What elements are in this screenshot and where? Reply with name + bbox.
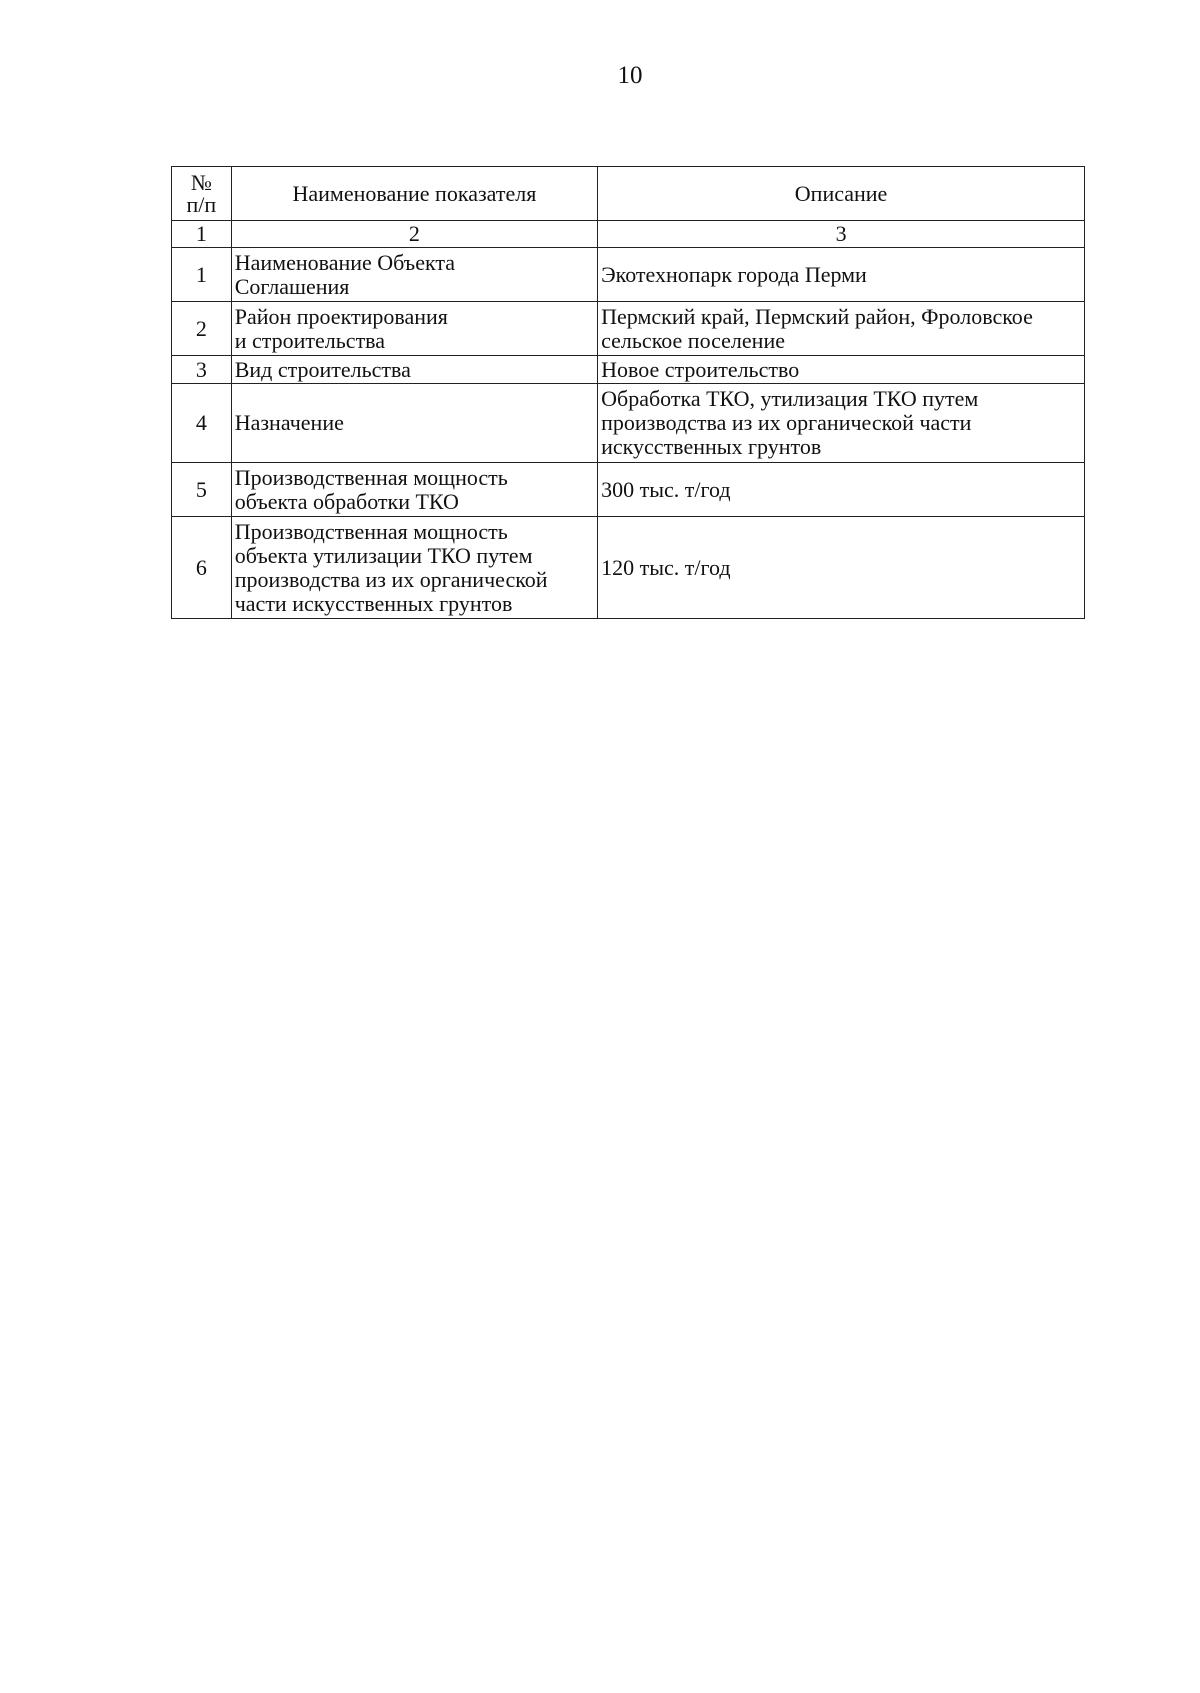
specification-table bbox=[171, 166, 1085, 619]
indicator-name: Производственная мощность объекта утилизации ТКО путем производства из их органической части искусственных грунтов bbox=[231, 517, 597, 619]
row-number: 6 bbox=[172, 517, 232, 619]
row-number: 3 bbox=[172, 356, 232, 384]
table-row bbox=[172, 248, 1085, 302]
indicator-description: Пермский край, Пермский район, Фроловское сельское поселение bbox=[598, 302, 1085, 356]
indicator-name: Назначение bbox=[231, 384, 597, 463]
indicator-description: Новое строительство bbox=[598, 356, 1085, 384]
table-row bbox=[172, 356, 1085, 384]
table-row bbox=[172, 384, 1085, 463]
indicator-description: 300 тыс. т/год bbox=[598, 463, 1085, 517]
indicator-name: Вид строительства bbox=[231, 356, 597, 384]
row-number: 2 bbox=[172, 302, 232, 356]
table-row bbox=[172, 302, 1085, 356]
table-row bbox=[172, 463, 1085, 517]
row-number: 1 bbox=[172, 248, 232, 302]
table-header-row bbox=[172, 167, 1085, 221]
header-indicator-name: Наименование показателя bbox=[231, 167, 597, 221]
column-index: 2 bbox=[231, 221, 597, 248]
indicator-description: 120 тыс. т/год bbox=[598, 517, 1085, 619]
page-number: 10 bbox=[617, 62, 643, 89]
column-index: 1 bbox=[172, 221, 232, 248]
indicator-description: Обработка ТКО, утилизация ТКО путем производства из их органической части искусственных грунтов bbox=[598, 384, 1085, 463]
indicator-description: Экотехнопарк города Перми bbox=[598, 248, 1085, 302]
header-description: Описание bbox=[598, 167, 1085, 221]
row-number: 4 bbox=[172, 384, 232, 463]
indicator-name: Район проектирования и строительства bbox=[231, 302, 597, 356]
header-number: № п/п bbox=[172, 167, 232, 221]
column-index-row bbox=[172, 221, 1085, 248]
indicator-name: Производственная мощность объекта обработки ТКО bbox=[231, 463, 597, 517]
indicator-name: Наименование Объекта Соглашения bbox=[231, 248, 597, 302]
column-index: 3 bbox=[598, 221, 1085, 248]
row-number: 5 bbox=[172, 463, 232, 517]
table-row bbox=[172, 517, 1085, 619]
